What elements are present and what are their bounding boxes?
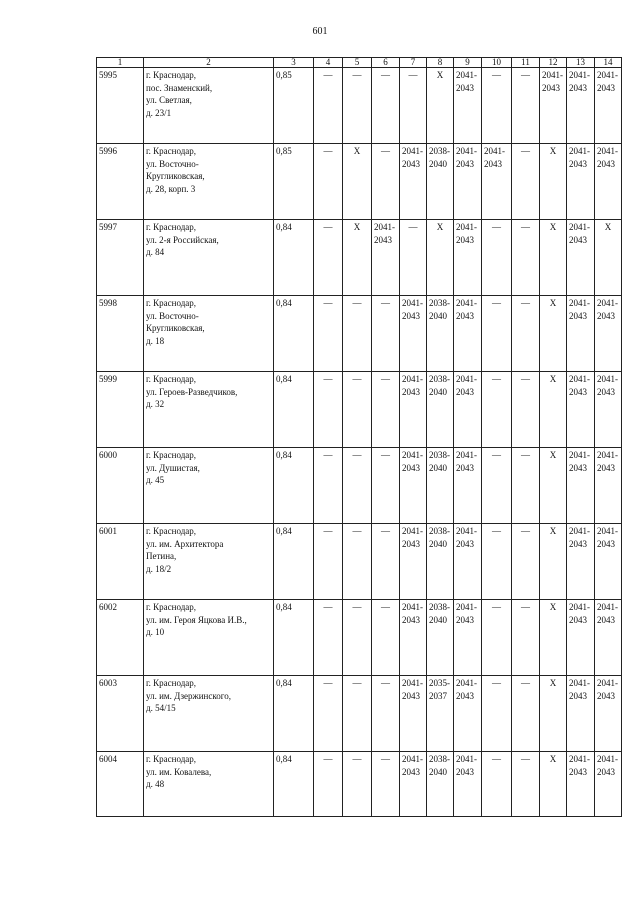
area-cell: 0,84 [274,676,314,752]
col5-cell: — [343,68,372,144]
column-header: 12 [540,58,567,68]
col4-cell: — [314,372,343,448]
col5-cell: — [343,448,372,524]
col9-cell: 2041- 2043 [454,220,482,296]
registry-table [96,57,622,817]
column-header: 4 [314,58,343,68]
address-cell: г. Краснодар, ул. им. Дзержинского, д. 54/15 [144,676,274,752]
address-cell: г. Краснодар, ул. 2-я Российская, д. 84 [144,220,274,296]
col13-cell: 2041- 2043 [567,372,595,448]
col13-cell: 2041- 2043 [567,68,595,144]
col7-cell: 2041- 2043 [400,296,427,372]
col13-cell: 2041- 2043 [567,144,595,220]
col14-cell: X [595,220,622,296]
col4-cell: — [314,144,343,220]
col11-cell: — [512,600,540,676]
col9-cell: 2041- 2043 [454,752,482,817]
col14-cell: 2041- 2043 [595,524,622,600]
col11-cell: — [512,372,540,448]
col6-cell: — [372,600,400,676]
col8-cell: 2038- 2040 [427,296,454,372]
col6-cell: — [372,68,400,144]
address-cell: г. Краснодар, ул. Душистая, д. 45 [144,448,274,524]
col7-cell: 2041- 2043 [400,372,427,448]
col10-cell: — [482,600,512,676]
col10-cell: — [482,752,512,817]
col6-cell: — [372,296,400,372]
col4-cell: — [314,676,343,752]
col14-cell: 2041- 2043 [595,676,622,752]
col11-cell: — [512,752,540,817]
row-id-cell: 6004 [97,752,144,817]
col6-cell: — [372,448,400,524]
col6-cell: 2041- 2043 [372,220,400,296]
col13-cell: 2041- 2043 [567,600,595,676]
col4-cell: — [314,448,343,524]
address-cell: г. Краснодар, пос. Знаменский, ул. Светлая, д. 23/1 [144,68,274,144]
col5-cell: X [343,144,372,220]
area-cell: 0,84 [274,752,314,817]
col9-cell: 2041- 2043 [454,144,482,220]
col12-cell: X [540,372,567,448]
column-header: 2 [144,58,274,68]
table-row [97,752,622,817]
col9-cell: 2041- 2043 [454,600,482,676]
col9-cell: 2041- 2043 [454,68,482,144]
table-row [97,600,622,676]
col11-cell: — [512,296,540,372]
col7-cell: — [400,68,427,144]
col10-cell: — [482,372,512,448]
area-cell: 0,84 [274,600,314,676]
page-number: 601 [312,26,328,37]
col12-cell: X [540,676,567,752]
col4-cell: — [314,752,343,817]
area-cell: 0,84 [274,448,314,524]
col13-cell: 2041- 2043 [567,296,595,372]
column-header: 8 [427,58,454,68]
col13-cell: 2041- 2043 [567,220,595,296]
col6-cell: — [372,144,400,220]
col7-cell: 2041- 2043 [400,676,427,752]
area-cell: 0,84 [274,524,314,600]
table-row [97,220,622,296]
col7-cell: 2041- 2043 [400,524,427,600]
table-body [97,68,622,817]
column-header: 5 [343,58,372,68]
col5-cell: — [343,752,372,817]
col8-cell: 2038- 2040 [427,372,454,448]
column-header: 1 [97,58,144,68]
table-row [97,68,622,144]
col6-cell: — [372,676,400,752]
col14-cell: 2041- 2043 [595,144,622,220]
row-id-cell: 5996 [97,144,144,220]
col6-cell: — [372,752,400,817]
address-cell: г. Краснодар, ул. им. Ковалева, д. 48 [144,752,274,817]
col11-cell: — [512,144,540,220]
col5-cell: — [343,676,372,752]
col9-cell: 2041- 2043 [454,676,482,752]
col7-cell: 2041- 2043 [400,448,427,524]
col13-cell: 2041- 2043 [567,752,595,817]
col8-cell: 2038- 2040 [427,144,454,220]
address-cell: г. Краснодар, ул. им. Героя Яцкова И.В., д. 10 [144,600,274,676]
column-header: 3 [274,58,314,68]
column-header: 10 [482,58,512,68]
col14-cell: 2041- 2043 [595,68,622,144]
col4-cell: — [314,524,343,600]
area-cell: 0,85 [274,144,314,220]
col10-cell: — [482,296,512,372]
col7-cell: 2041- 2043 [400,600,427,676]
col11-cell: — [512,676,540,752]
col9-cell: 2041- 2043 [454,448,482,524]
col12-cell: X [540,144,567,220]
col10-cell: — [482,448,512,524]
table-row [97,676,622,752]
row-id-cell: 5998 [97,296,144,372]
col8-cell: 2038- 2040 [427,752,454,817]
col11-cell: — [512,220,540,296]
column-header: 13 [567,58,595,68]
col9-cell: 2041- 2043 [454,296,482,372]
column-header: 9 [454,58,482,68]
col5-cell: X [343,220,372,296]
col4-cell: — [314,600,343,676]
address-cell: г. Краснодар, ул. им. Архитектора Петина, д. 18/2 [144,524,274,600]
col13-cell: 2041- 2043 [567,676,595,752]
row-id-cell: 5995 [97,68,144,144]
col5-cell: — [343,600,372,676]
table-row [97,524,622,600]
col10-cell: — [482,68,512,144]
column-header: 11 [512,58,540,68]
row-id-cell: 6001 [97,524,144,600]
col13-cell: 2041- 2043 [567,524,595,600]
col9-cell: 2041- 2043 [454,524,482,600]
table-row [97,372,622,448]
col13-cell: 2041- 2043 [567,448,595,524]
col8-cell: 2038- 2040 [427,524,454,600]
column-header: 7 [400,58,427,68]
col14-cell: 2041- 2043 [595,752,622,817]
col8-cell: X [427,68,454,144]
column-header: 6 [372,58,400,68]
col12-cell: 2041- 2043 [540,68,567,144]
address-cell: г. Краснодар, ул. Героев-Разведчиков, д. 32 [144,372,274,448]
address-cell: г. Краснодар, ул. Восточно- Кругликовская, д. 18 [144,296,274,372]
row-id-cell: 6002 [97,600,144,676]
col6-cell: — [372,524,400,600]
col9-cell: 2041- 2043 [454,372,482,448]
row-id-cell: 6003 [97,676,144,752]
col14-cell: 2041- 2043 [595,372,622,448]
col11-cell: — [512,68,540,144]
col7-cell: 2041- 2043 [400,752,427,817]
row-id-cell: 5997 [97,220,144,296]
area-cell: 0,84 [274,372,314,448]
area-cell: 0,84 [274,220,314,296]
col10-cell: 2041- 2043 [482,144,512,220]
col14-cell: 2041- 2043 [595,600,622,676]
col12-cell: X [540,524,567,600]
col5-cell: — [343,296,372,372]
col10-cell: — [482,524,512,600]
col6-cell: — [372,372,400,448]
row-id-cell: 6000 [97,448,144,524]
col12-cell: X [540,220,567,296]
col12-cell: X [540,296,567,372]
table-row [97,144,622,220]
col12-cell: X [540,752,567,817]
col11-cell: — [512,524,540,600]
col8-cell: X [427,220,454,296]
row-id-cell: 5999 [97,372,144,448]
col5-cell: — [343,524,372,600]
address-cell: г. Краснодар, ул. Восточно- Кругликовская, д. 28, корп. 3 [144,144,274,220]
col7-cell: 2041- 2043 [400,144,427,220]
col11-cell: — [512,448,540,524]
col12-cell: X [540,448,567,524]
col14-cell: 2041- 2043 [595,296,622,372]
col4-cell: — [314,68,343,144]
col10-cell: — [482,676,512,752]
table-row [97,296,622,372]
col8-cell: 2035- 2037 [427,676,454,752]
table-row [97,448,622,524]
header-row [97,58,622,68]
col4-cell: — [314,296,343,372]
col4-cell: — [314,220,343,296]
col8-cell: 2038- 2040 [427,600,454,676]
col7-cell: — [400,220,427,296]
col10-cell: — [482,220,512,296]
area-cell: 0,84 [274,296,314,372]
col8-cell: 2038- 2040 [427,448,454,524]
column-header: 14 [595,58,622,68]
area-cell: 0,85 [274,68,314,144]
col5-cell: — [343,372,372,448]
col14-cell: 2041- 2043 [595,448,622,524]
col12-cell: X [540,600,567,676]
